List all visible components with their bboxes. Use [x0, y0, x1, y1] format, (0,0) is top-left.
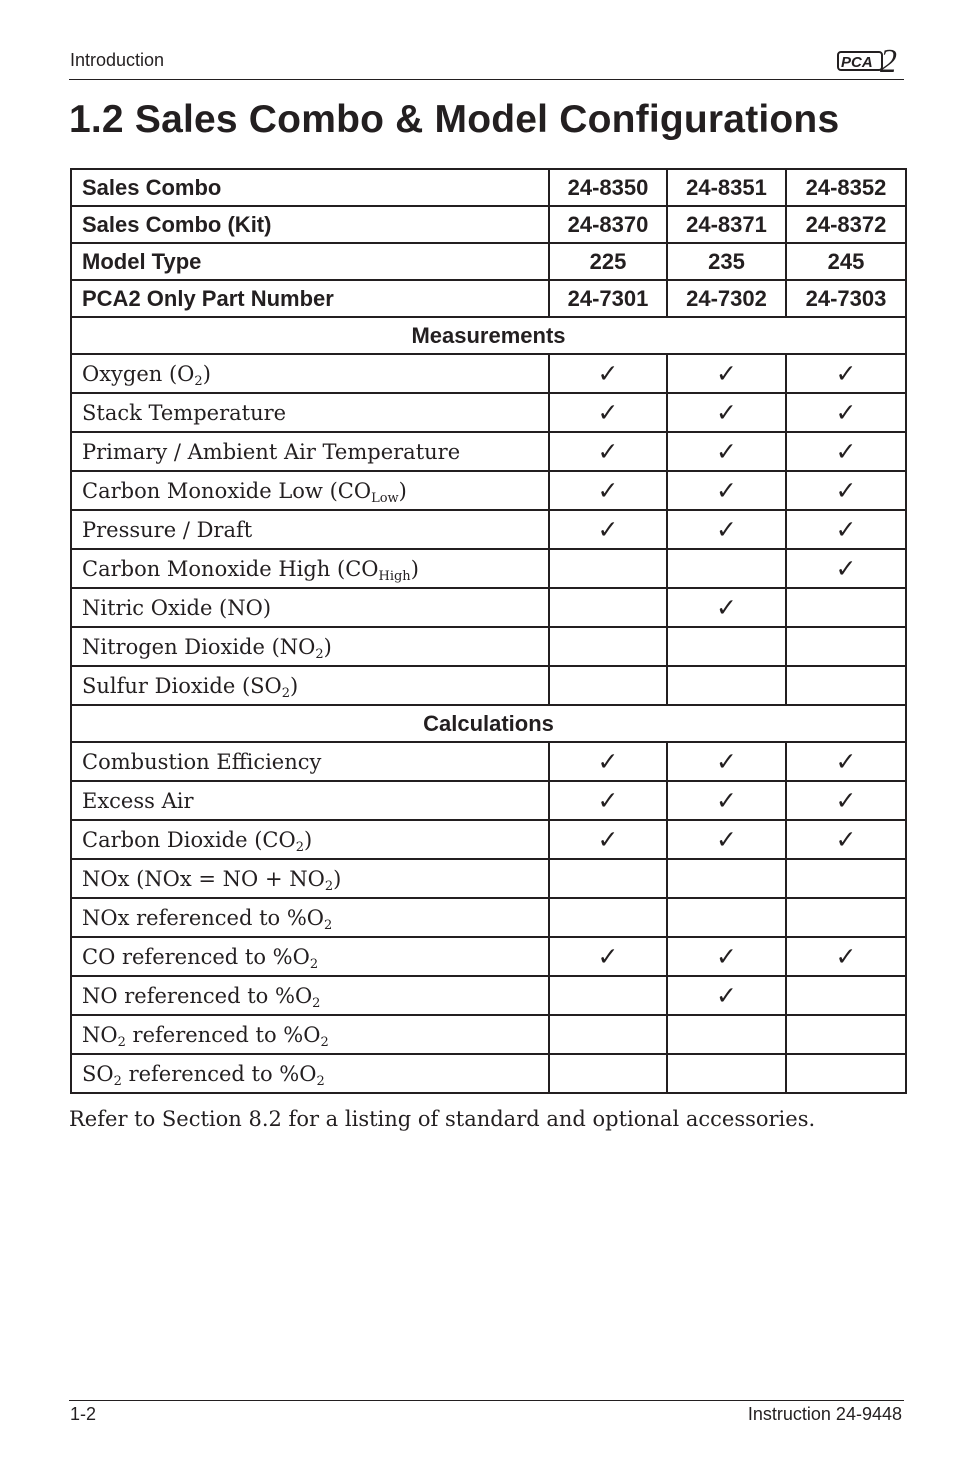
row-label-subscript: 2	[309, 956, 319, 972]
document-number: Instruction 24-9448	[747, 1404, 902, 1424]
header-row-label: Sales Combo (Kit)	[71, 206, 549, 243]
header-row-value: 24-8372	[786, 206, 906, 243]
model-cell	[786, 937, 906, 976]
model-cell	[786, 859, 906, 898]
header-row	[71, 206, 906, 243]
row-label	[71, 549, 549, 588]
check-icon: ✓	[835, 554, 857, 583]
row-label-text: Sulfur Dioxide (SO	[82, 673, 282, 698]
table-row	[71, 471, 906, 510]
row-label-subscript: 2	[324, 917, 333, 933]
row-label	[71, 781, 549, 820]
row-label	[71, 510, 549, 549]
model-cell	[786, 781, 906, 820]
row-label-subscript: 2	[312, 995, 321, 1011]
row-label-text: NO referenced to %O	[82, 983, 313, 1008]
row-label-subscript: 2	[316, 1073, 325, 1089]
config-table	[70, 168, 907, 1094]
check-icon: ✓	[835, 398, 857, 427]
row-label-subscript: 2	[320, 1034, 329, 1050]
table-row	[71, 859, 906, 898]
accessories-note: Refer to Section 8.2 for a listing of standard and optional accessories.	[69, 1107, 816, 1131]
row-label-text: NOx referenced to %O	[82, 905, 325, 930]
check-icon: ✓	[716, 981, 737, 1010]
row-label-text: )	[323, 634, 332, 659]
check-icon: ✓	[597, 398, 619, 427]
header-row-label: Sales Combo	[71, 169, 549, 206]
row-label-text: Excess Air	[82, 788, 194, 813]
model-cell	[549, 820, 667, 859]
row-label-text: )	[398, 478, 407, 503]
table-row	[71, 937, 906, 976]
header-row-value: 225	[549, 243, 667, 280]
model-cell	[549, 898, 667, 937]
model-cell	[549, 627, 667, 666]
model-cell	[786, 627, 906, 666]
model-cell	[667, 781, 786, 820]
check-icon: ✓	[716, 515, 737, 544]
row-label-text: Stack Temperature	[82, 400, 287, 425]
model-cell	[667, 742, 786, 781]
table-row	[71, 666, 906, 705]
header-row-value: 235	[667, 243, 786, 280]
table-row	[71, 432, 906, 471]
model-cell	[549, 510, 667, 549]
model-cell	[549, 549, 667, 588]
table-row	[71, 510, 906, 549]
row-label-text: CO referenced to %O	[82, 944, 310, 969]
row-label	[71, 354, 549, 393]
check-icon: ✓	[597, 359, 619, 388]
model-cell	[549, 976, 667, 1015]
table-row	[71, 393, 906, 432]
check-icon: ✓	[716, 825, 737, 854]
table-row	[71, 781, 906, 820]
check-icon: ✓	[597, 825, 619, 854]
model-cell	[786, 742, 906, 781]
row-label-subscript: 2	[194, 373, 203, 389]
header-row-value: 24-7302	[667, 280, 786, 317]
row-label-text: Pressure / Draft	[82, 517, 253, 542]
header-row-value: 24-7303	[786, 280, 906, 317]
check-icon: ✓	[835, 359, 857, 388]
model-cell	[786, 588, 906, 627]
config-table-body	[71, 169, 906, 1093]
row-label	[71, 937, 549, 976]
model-cell	[667, 627, 786, 666]
check-icon: ✓	[716, 593, 737, 622]
model-cell	[667, 1054, 786, 1093]
model-cell	[549, 354, 667, 393]
row-label-text: referenced to %O	[125, 1022, 321, 1047]
row-label	[71, 588, 549, 627]
row-label-text: Nitric Oxide (NO)	[82, 595, 272, 620]
row-label	[71, 393, 549, 432]
svg-text:2: 2	[880, 43, 897, 78]
section-title: Measurements	[71, 317, 906, 354]
row-label-text: )	[303, 827, 313, 852]
row-label-text: Primary / Ambient Air Temperature	[82, 439, 461, 464]
row-label-subscript: 2	[295, 839, 304, 855]
row-label	[71, 627, 549, 666]
check-icon: ✓	[716, 786, 737, 815]
row-label-subscript: 2	[281, 685, 291, 701]
check-icon: ✓	[597, 476, 619, 505]
check-icon: ✓	[716, 437, 737, 466]
model-cell	[786, 549, 906, 588]
table-row	[71, 1015, 906, 1054]
row-label	[71, 976, 549, 1015]
check-icon: ✓	[835, 747, 857, 776]
table-row	[71, 898, 906, 937]
model-cell	[786, 393, 906, 432]
row-label-text: )	[202, 361, 211, 386]
header-rule	[69, 79, 904, 80]
check-icon: ✓	[597, 515, 619, 544]
table-row	[71, 549, 906, 588]
model-cell	[667, 354, 786, 393]
model-cell	[549, 588, 667, 627]
check-icon: ✓	[597, 437, 619, 466]
pca2-logo-mark	[838, 43, 897, 78]
model-cell	[549, 666, 667, 705]
check-icon: ✓	[716, 476, 737, 505]
row-label-text: SO	[82, 1061, 114, 1086]
check-icon: ✓	[835, 942, 857, 971]
row-label	[71, 432, 549, 471]
row-label-subscript: 2	[324, 878, 334, 894]
header-row-value: 24-8370	[549, 206, 667, 243]
check-icon: ✓	[835, 786, 857, 815]
table-row	[71, 354, 906, 393]
row-label-text: )	[410, 556, 419, 581]
check-icon: ✓	[597, 747, 619, 776]
row-label-text: )	[290, 673, 299, 698]
table-row	[71, 976, 906, 1015]
model-cell	[786, 471, 906, 510]
row-label-text: Carbon Monoxide Low (CO	[82, 478, 372, 503]
footer-rule	[69, 1400, 904, 1401]
model-cell	[667, 471, 786, 510]
row-label	[71, 471, 549, 510]
pca2-logo	[836, 42, 906, 78]
check-icon: ✓	[597, 942, 619, 971]
table-row	[71, 588, 906, 627]
header-row-label: Model Type	[71, 243, 549, 280]
model-cell	[786, 898, 906, 937]
row-label-text: Combustion Efficiency	[82, 749, 322, 774]
header-row-value: 24-8352	[786, 169, 906, 206]
model-cell	[667, 432, 786, 471]
header-row	[71, 280, 906, 317]
table-row	[71, 820, 906, 859]
header-section-label: Introduction	[70, 50, 165, 70]
row-label-text: Carbon Monoxide High (CO	[82, 556, 379, 581]
check-icon: ✓	[835, 437, 857, 466]
table-row	[71, 742, 906, 781]
model-cell	[549, 432, 667, 471]
check-icon: ✓	[716, 359, 737, 388]
model-cell	[667, 510, 786, 549]
check-icon: ✓	[716, 398, 737, 427]
check-icon: ✓	[716, 747, 737, 776]
model-cell	[549, 393, 667, 432]
model-cell	[667, 937, 786, 976]
row-label	[71, 820, 549, 859]
section-row	[71, 317, 906, 354]
check-icon: ✓	[835, 476, 857, 505]
header-row-value: 245	[786, 243, 906, 280]
row-label-text: Carbon Dioxide (CO	[82, 827, 296, 852]
row-label-subscript: Low	[371, 490, 399, 506]
header-row-value: 24-8371	[667, 206, 786, 243]
model-cell	[667, 820, 786, 859]
header-row-value: 24-7301	[549, 280, 667, 317]
row-label-subscript: High	[378, 568, 411, 584]
model-cell	[549, 471, 667, 510]
row-label-text: Nitrogen Dioxide (NO	[82, 634, 316, 659]
model-cell	[786, 1054, 906, 1093]
model-cell	[667, 588, 786, 627]
header-row-value: 24-8351	[667, 169, 786, 206]
model-cell	[667, 1015, 786, 1054]
model-cell	[667, 393, 786, 432]
row-label-subscript: 2	[315, 646, 324, 662]
row-label-text: NO	[82, 1022, 118, 1047]
model-cell	[549, 1054, 667, 1093]
model-cell	[786, 666, 906, 705]
header-row-label: PCA2 Only Part Number	[71, 280, 549, 317]
check-icon: ✓	[835, 515, 857, 544]
section-row	[71, 705, 906, 742]
model-cell	[667, 666, 786, 705]
row-label	[71, 742, 549, 781]
svg-text:PCA: PCA	[841, 54, 873, 71]
model-cell	[667, 898, 786, 937]
model-cell	[786, 432, 906, 471]
table-row	[71, 627, 906, 666]
row-label-text: NOx (NOx = NO + NO	[82, 866, 325, 891]
model-cell	[667, 859, 786, 898]
model-cell	[786, 976, 906, 1015]
row-label-subscript: 2	[113, 1073, 122, 1089]
model-cell	[549, 1015, 667, 1054]
row-label-text: Oxygen (O	[82, 361, 195, 386]
row-label-subscript: 2	[117, 1034, 126, 1050]
header-row-value: 24-8350	[549, 169, 667, 206]
row-label	[71, 859, 549, 898]
model-cell	[786, 820, 906, 859]
row-label	[71, 898, 549, 937]
row-label	[71, 1054, 549, 1093]
row-label	[71, 666, 549, 705]
check-icon: ✓	[716, 942, 737, 971]
model-cell	[667, 549, 786, 588]
check-icon: ✓	[597, 786, 619, 815]
row-label-text: referenced to %O	[121, 1061, 317, 1086]
row-label	[71, 1015, 549, 1054]
section-title: Calculations	[71, 705, 906, 742]
model-cell	[549, 742, 667, 781]
header-row	[71, 243, 906, 280]
model-cell	[786, 1015, 906, 1054]
check-icon: ✓	[835, 825, 857, 854]
model-cell	[667, 976, 786, 1015]
model-cell	[549, 859, 667, 898]
table-row	[71, 1054, 906, 1093]
model-cell	[786, 510, 906, 549]
model-cell	[549, 781, 667, 820]
model-cell	[786, 354, 906, 393]
page-number: 1-2	[70, 1404, 97, 1424]
row-label-text: )	[333, 866, 342, 891]
header-row	[71, 169, 906, 206]
page-title: 1.2 Sales Combo & Model Configurations	[69, 98, 840, 141]
model-cell	[549, 937, 667, 976]
